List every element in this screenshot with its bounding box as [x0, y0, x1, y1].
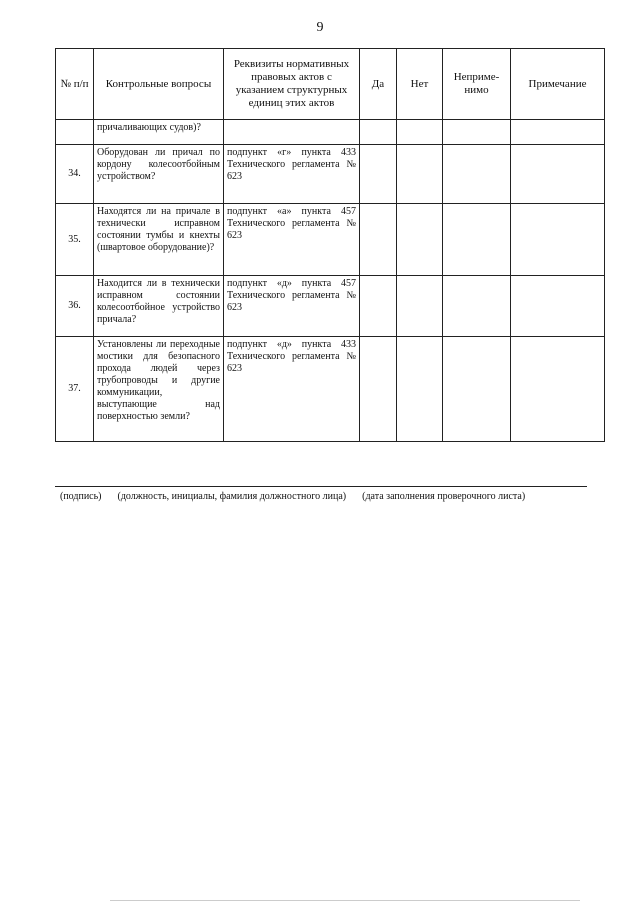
cell-no[interactable]: [397, 276, 443, 337]
cell-not-applicable[interactable]: [443, 120, 511, 145]
cell-no[interactable]: [397, 120, 443, 145]
header-no: Нет: [397, 49, 443, 120]
table-header-row: [56, 49, 605, 120]
row-num: 35.: [56, 204, 94, 276]
table-row: [56, 204, 605, 276]
official-position-label: (должность, инициалы, фамилия должностного лица): [117, 491, 347, 502]
cell-note[interactable]: [511, 145, 605, 204]
fill-date-label: (дата заполнения проверочного листа): [362, 491, 526, 502]
row-requisites: подпункт «д» пункта 433 Технического регламента № 623: [224, 337, 360, 442]
signature-label: (подпись): [60, 491, 102, 502]
cell-no[interactable]: [397, 337, 443, 442]
row-question: причаливающих судов)?: [94, 120, 224, 145]
header-num: № п/п: [56, 49, 94, 120]
row-requisites: подпункт «г» пункта 433 Технического регламента № 623: [224, 145, 360, 204]
cell-not-applicable[interactable]: [443, 145, 511, 204]
cell-yes[interactable]: [360, 276, 397, 337]
checklist-table: [55, 48, 605, 442]
header-requisites: Реквизиты нормативных правовых актов с указанием структурных единиц этих актов: [224, 49, 360, 120]
cell-not-applicable[interactable]: [443, 276, 511, 337]
row-requisites: подпункт «а» пункта 457 Технического регламента № 623: [224, 204, 360, 276]
page-number: 9: [316, 20, 324, 35]
cell-yes[interactable]: [360, 337, 397, 442]
cell-yes[interactable]: [360, 120, 397, 145]
header-yes: Да: [360, 49, 397, 120]
signature-line: [55, 486, 587, 487]
row-num: [56, 120, 94, 145]
row-question: Находится ли в технически исправном состоянии колесоотбойное устройство причала?: [94, 276, 224, 337]
cell-note[interactable]: [511, 204, 605, 276]
table-row: [56, 337, 605, 442]
row-question: Установлены ли переходные мостики для безопасного прохода людей через трубопроводы и другие коммуникации, выступающие над поверхностью земли?: [94, 337, 224, 442]
cell-note[interactable]: [511, 337, 605, 442]
row-num: 37.: [56, 337, 94, 442]
row-num: 36.: [56, 276, 94, 337]
table-row: [56, 145, 605, 204]
cell-no[interactable]: [397, 204, 443, 276]
cell-yes[interactable]: [360, 204, 397, 276]
bottom-rule: [110, 900, 580, 901]
row-question: Находятся ли на причале в технически исправном состоянии тумбы и кнехты (швартовое оборудование)?: [94, 204, 224, 276]
header-question: Контрольные вопросы: [94, 49, 224, 120]
signature-labels: [60, 491, 600, 502]
header-note: Примечание: [511, 49, 605, 120]
cell-no[interactable]: [397, 145, 443, 204]
cell-not-applicable[interactable]: [443, 204, 511, 276]
row-requisites: подпункт «д» пункта 457 Технического регламента № 623: [224, 276, 360, 337]
header-not-applicable: Неприме-нимо: [443, 49, 511, 120]
row-requisites: [224, 120, 360, 145]
table-row: [56, 120, 605, 145]
row-question: Оборудован ли причал по кордону колесоотбойным устройством?: [94, 145, 224, 204]
cell-note[interactable]: [511, 120, 605, 145]
cell-note[interactable]: [511, 276, 605, 337]
cell-yes[interactable]: [360, 145, 397, 204]
table-row: [56, 276, 605, 337]
row-num: 34.: [56, 145, 94, 204]
cell-not-applicable[interactable]: [443, 337, 511, 442]
